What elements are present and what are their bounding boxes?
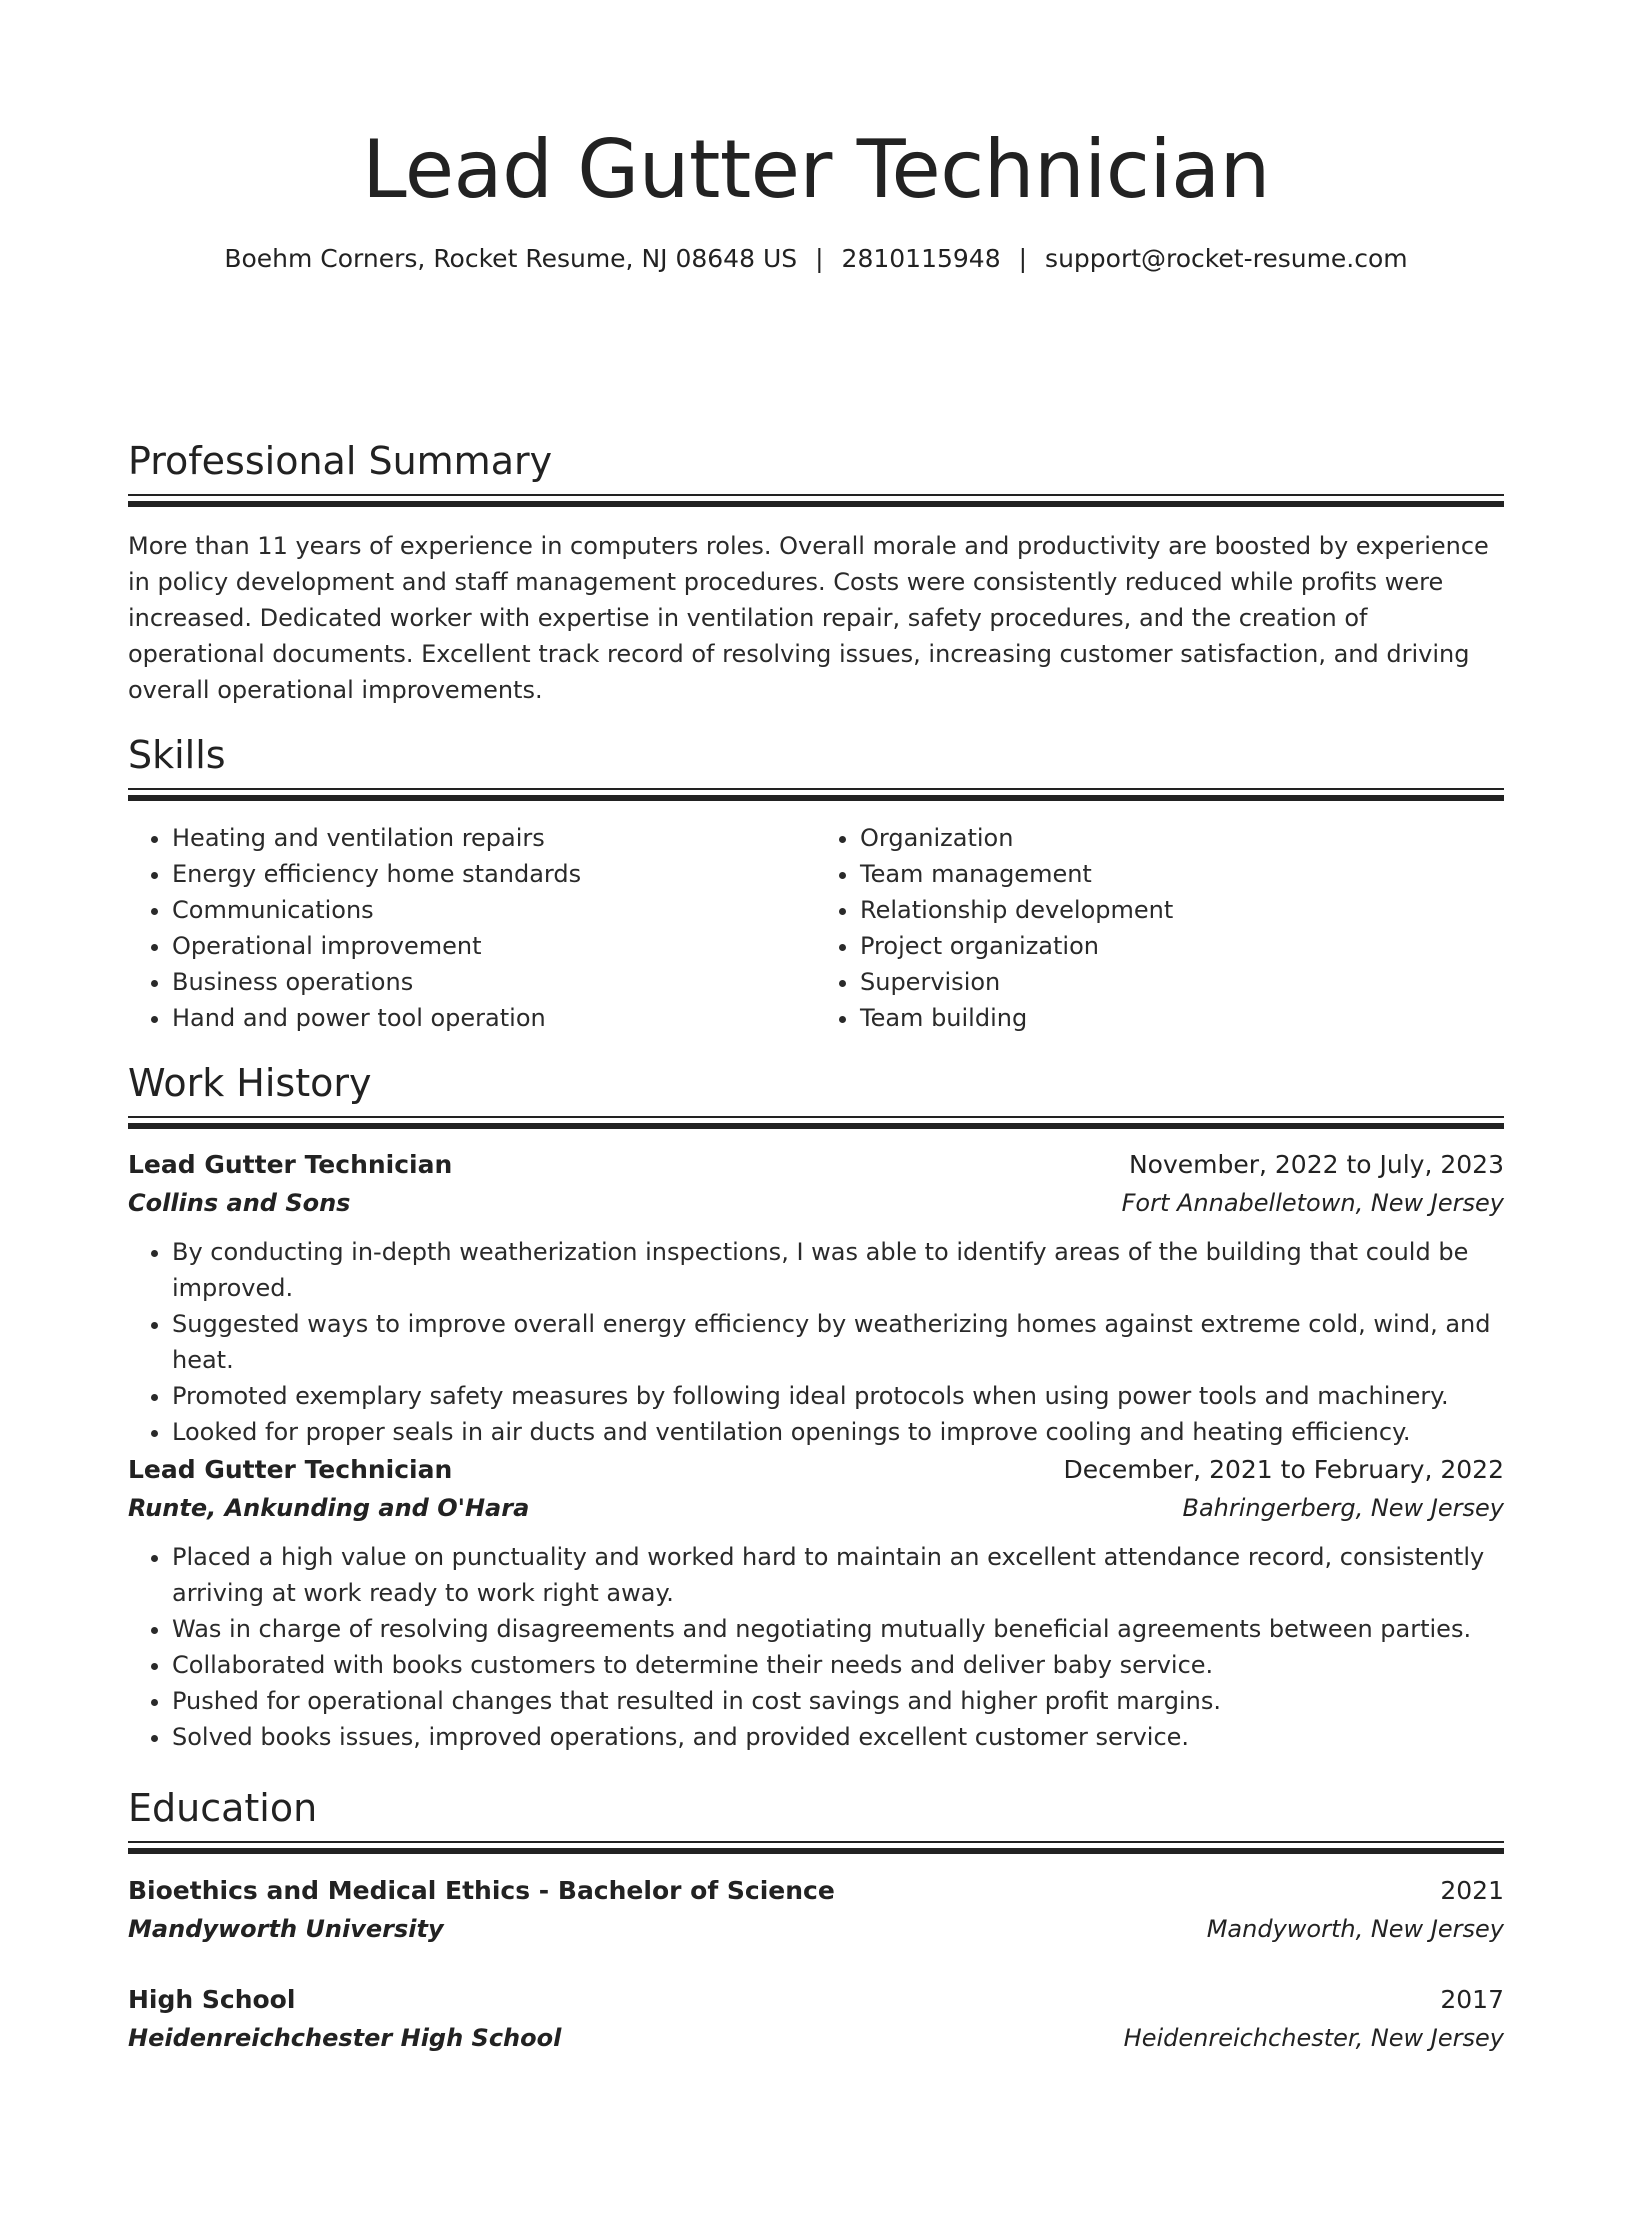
work-section [128, 1060, 1504, 1138]
skills-right-list [816, 820, 1504, 1036]
contact-line [128, 242, 1504, 276]
job-subheader [128, 1184, 1504, 1222]
job-company: Collins and Sons [128, 1189, 351, 1217]
education-school: Heidenreichchester High School [128, 2024, 562, 2052]
contact-email: support@rocket-resume.com [1045, 244, 1408, 273]
resume-page [0, 120, 1632, 2232]
education-entry [128, 1872, 1504, 1948]
summary-heading: Professional Summary [128, 439, 553, 483]
skill-item: • Team management [860, 856, 1504, 892]
job-bullet: • Pushed for operational changes that resulted in cost savings and higher profit margins. [172, 1683, 1504, 1719]
job-location: Bahringerberg, New Jersey [1182, 1494, 1504, 1522]
education-year: 2021 [1440, 1876, 1504, 1905]
job-bullet: • Looked for proper seals in air ducts and ventilation openings to improve cooling and heating efficiency. [172, 1414, 1504, 1450]
education-year: 2017 [1440, 1985, 1504, 2014]
education-location: Mandyworth, New Jersey [1206, 1915, 1504, 1943]
job-dates: November, 2022 to July, 2023 [1128, 1150, 1504, 1179]
work-heading: Work History [128, 1061, 372, 1105]
skill-item: • Heating and ventilation repairs [172, 820, 816, 856]
education-subheader [128, 2019, 1504, 2057]
contact-phone: 2810115948 [841, 244, 1001, 273]
skill-item: • Hand and power tool operation [172, 1000, 816, 1036]
education-header [128, 1872, 1504, 1910]
job-title: Lead Gutter Technician [128, 1150, 453, 1179]
job-location: Fort Annabelletown, New Jersey [1121, 1189, 1504, 1217]
contact-separator: | [1018, 244, 1028, 273]
job-bullet: • Suggested ways to improve overall energy efficiency by weatherizing homes against extreme cold, wind, and heat. [172, 1306, 1504, 1378]
job-subheader [128, 1489, 1504, 1527]
education-location: Heidenreichchester, New Jersey [1123, 2024, 1504, 2052]
job-dates: December, 2021 to February, 2022 [1063, 1455, 1504, 1484]
job-bullet: • Placed a high value on punctuality and worked hard to maintain an excellent attendance record, consistently arriving at work ready to work right away. [172, 1539, 1504, 1611]
job-bullet: • By conducting in-depth weatherization inspections, I was able to identify areas of the building that could be improved. [172, 1234, 1504, 1306]
contact-address: Boehm Corners, Rocket Resume, NJ 08648 US [224, 244, 798, 273]
section-divider [128, 788, 1504, 810]
skills-heading: Skills [128, 733, 226, 777]
job-title: Lead Gutter Technician [128, 1455, 453, 1484]
skill-item: • Business operations [172, 964, 816, 1000]
education-section [128, 1785, 1504, 1863]
skill-item: • Team building [860, 1000, 1504, 1036]
education-entry [128, 1981, 1504, 2057]
skill-item: • Organization [860, 820, 1504, 856]
job-entry [128, 1451, 1504, 1755]
contact-separator: | [815, 244, 824, 273]
section-divider [128, 494, 1504, 516]
skill-item: • Supervision [860, 964, 1504, 1000]
education-school: Mandyworth University [128, 1915, 444, 1943]
job-company: Runte, Ankunding and O'Hara [128, 1494, 530, 1522]
education-subheader [128, 1910, 1504, 1948]
job-bullet: • Solved books issues, improved operations, and provided excellent customer service. [172, 1719, 1504, 1755]
job-entry [128, 1146, 1504, 1450]
job-header [128, 1451, 1504, 1489]
resume-name: Lead Gutter Technician [362, 123, 1270, 216]
job-bullet: • Collaborated with books customers to determine their needs and deliver baby service. [172, 1647, 1504, 1683]
skill-item: • Communications [172, 892, 816, 928]
job-header [128, 1146, 1504, 1184]
job-bullet: • Was in charge of resolving disagreements and negotiating mutually beneficial agreements between parties. [172, 1611, 1504, 1647]
section-divider [128, 1116, 1504, 1138]
education-heading: Education [128, 1786, 318, 1830]
skill-item: • Project organization [860, 928, 1504, 964]
summary-text: More than 11 years of experience in computers roles. Overall morale and productivity are boosted by experience in policy development and staff management procedures. Costs were consistently reduced while profits were increased. Dedicated worker with expertise in ventilation repair, safety procedures, and the creation of operational documents. Excellent track record of resolving issues, increasing customer satisfaction, and driving overall operational improvements. [128, 532, 1489, 704]
skill-item: • Operational improvement [172, 928, 816, 964]
section-divider [128, 1841, 1504, 1863]
job-bullets [128, 1234, 1504, 1450]
summary-section [128, 438, 1504, 708]
skills-columns [128, 820, 1504, 1036]
job-bullet: • Promoted exemplary safety measures by following ideal protocols when using power tools and machinery. [172, 1378, 1504, 1414]
skills-section [128, 732, 1504, 1036]
skills-left-list [128, 820, 816, 1036]
skill-item: • Relationship development [860, 892, 1504, 928]
skill-item: • Energy efficiency home standards [172, 856, 816, 892]
education-header [128, 1981, 1504, 2019]
education-degree: Bioethics and Medical Ethics - Bachelor of Science [128, 1876, 835, 1905]
job-bullets [128, 1539, 1504, 1755]
education-degree: High School [128, 1985, 296, 2014]
